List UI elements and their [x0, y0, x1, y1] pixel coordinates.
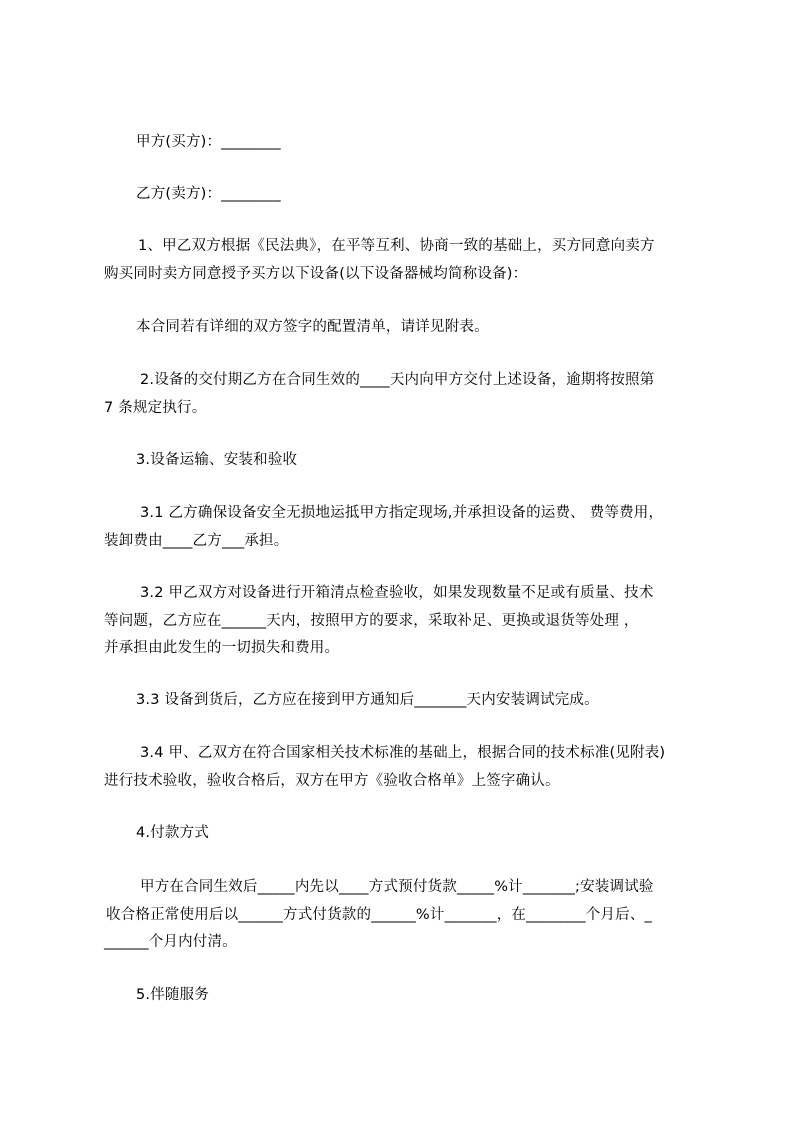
clause-3-3: 3.3 设备到货后，乙方应在接到甲方通知后_______天内安装调试完成。 — [136, 692, 599, 708]
clause-1-line-2: 购买同时卖方同意授予买方以下设备(以下设备器械均简称设备)： — [104, 266, 528, 282]
clause-4-line-1: 甲方在合同生效后_____内先以____方式预付货款_____%计_______;安装调试验 — [140, 879, 654, 895]
clause-2-line-2: 7 条规定执行。 — [104, 400, 207, 416]
clause-4-line-2: 收合格正常使用后以______方式付货款的______%计_______，在________个月后、_ — [106, 907, 652, 923]
party-b-line: 乙方(卖方)：________ — [136, 186, 281, 202]
clause-3-title: 3.设备运输、安装和验收 — [136, 452, 298, 468]
clause-3-2-line-3: 并承担由此发生的一切损失和费用。 — [104, 640, 340, 656]
clause-3-1-line-2: 装卸费由____乙方___承担。 — [104, 533, 289, 549]
clause-4-title: 4.付款方式 — [136, 825, 210, 841]
config-note: 本合同若有详细的双方签字的配置清单，请详见附表。 — [136, 319, 489, 335]
clause-4-line-3: ______个月内付清。 — [104, 934, 237, 950]
clause-5-title: 5.伴随服务 — [136, 987, 210, 1003]
clause-2-line-1: 2.设备的交付期乙方在合同生效的____天内向甲方交付上述设备，逾期将按照第 — [140, 372, 655, 388]
clause-3-4-line-2: 进行技术验收，验收合格后，双方在甲方《验收合格单》上签字确认。 — [104, 773, 560, 789]
clause-3-2-line-2: 等问题，乙方应在______天内，按照甲方的要求，采取补足、更换或退货等处理 ， — [104, 613, 639, 629]
clause-3-2-line-1: 3.2 甲乙双方对设备进行开箱清点检查验收，如果发现数量不足或有质量、技术 — [140, 585, 654, 601]
clause-1-line-1: 1、甲乙双方根据《民法典》，在平等互利、协商一致的基础上，买方同意向卖方 — [138, 238, 655, 254]
clause-3-4-line-1: 3.4 甲、乙双方在符合国家相关技术标准的基础上，根据合同的技术标准(见附表) — [140, 745, 666, 761]
party-a-line: 甲方(买方)：________ — [136, 134, 281, 150]
clause-3-1-line-1: 3.1 乙方确保设备安全无损地运抵甲方指定现场,并承担设备的运费、 费等费用， — [140, 505, 664, 521]
